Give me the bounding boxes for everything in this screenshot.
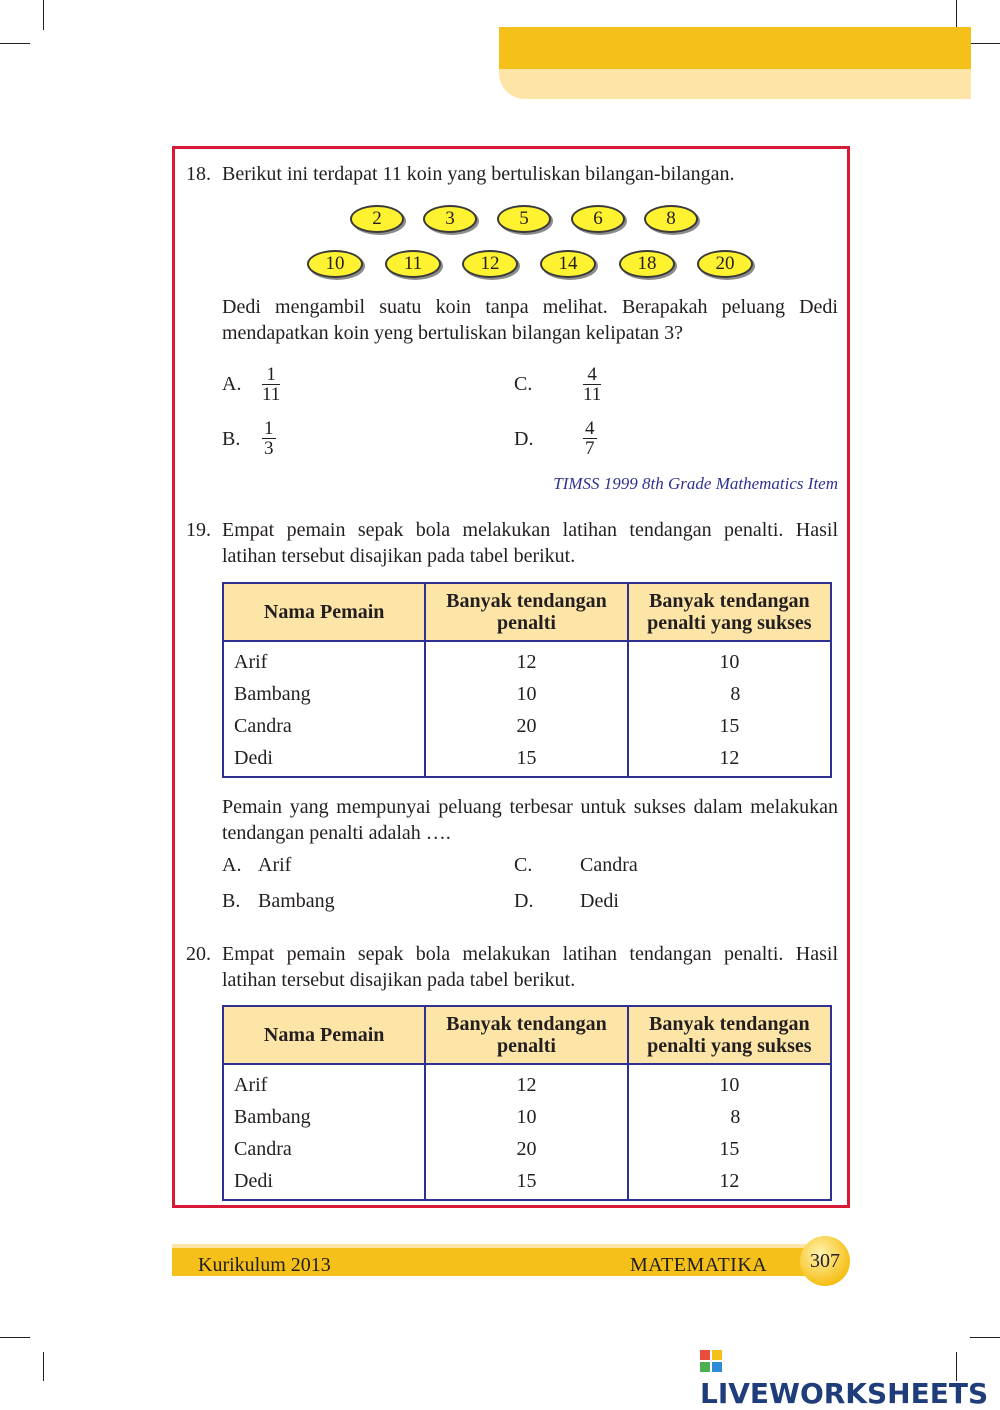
table-row: [223, 641, 831, 678]
coin: 2: [350, 205, 404, 233]
crop-mark: [970, 43, 1000, 44]
q19-text: Empat pemain sepak bola melakukan latihan tendangan penalti. Hasil latihan tersebut disajikan pada tabel berikut.: [222, 519, 838, 567]
watermark-text: LIVEWORKSHEETS: [700, 1377, 989, 1410]
numerator: 4: [583, 365, 601, 385]
footer-subject: MATEMATIKA: [630, 1254, 768, 1276]
q18-option-b-letter: B.: [222, 428, 241, 450]
kicks: 15: [425, 742, 627, 777]
q18-option-a-letter: A.: [222, 373, 242, 395]
coin: 18: [619, 250, 675, 278]
q19-option-a-letter: A.: [222, 854, 242, 876]
header-band-light: [499, 69, 971, 99]
q18-source: TIMSS 1999 8th Grade Mathematics Item: [553, 474, 838, 493]
q19-option-b-letter: B.: [222, 890, 241, 912]
q18-option-d-fraction: [583, 419, 597, 458]
table-header: Banyak tendangan penalti yang sukses: [628, 583, 831, 641]
coin: 20: [697, 250, 753, 278]
q19-option-b-text: Bambang: [258, 890, 335, 912]
watermark: [700, 1344, 1000, 1410]
successful-kicks: 15: [628, 1133, 831, 1165]
q18-text: Berikut ini terdapat 11 koin yang bertuliskan bilangan-bilangan.: [222, 163, 735, 185]
q19-option-a-text: Arif: [258, 854, 292, 876]
kicks: 12: [425, 641, 627, 678]
table-row: [223, 710, 831, 742]
table-row: [223, 1064, 831, 1101]
crop-mark: [43, 0, 44, 30]
coin: 12: [462, 250, 518, 278]
crop-mark: [970, 1337, 1000, 1338]
q19-option-d-text: Dedi: [580, 890, 619, 912]
numerator: 1: [262, 365, 280, 385]
player-name: Arif: [223, 641, 425, 678]
successful-kicks: 15: [628, 710, 831, 742]
denominator: 11: [262, 384, 281, 405]
denominator: 3: [264, 438, 274, 459]
q18-number: 18.: [186, 163, 211, 185]
q18-question: Dedi mengambil suatu koin tanpa melihat. Berapakah peluang Dedi mendapatkan koin yeng bertuliskan bilangan kelipatan 3?: [222, 296, 838, 344]
table-row: [223, 1101, 831, 1133]
table-header: Nama Pemain: [223, 583, 425, 641]
successful-kicks: 12: [628, 1165, 831, 1200]
player-name: Candra: [223, 1133, 425, 1165]
successful-kicks: 10: [628, 641, 831, 678]
coin: 10: [307, 250, 363, 278]
footer-curriculum: Kurikulum 2013: [198, 1254, 331, 1276]
player-name: Bambang: [223, 678, 425, 710]
successful-kicks: 10: [628, 1064, 831, 1101]
q19-option-c-text: Candra: [580, 854, 638, 876]
coin: 3: [423, 205, 477, 233]
successful-kicks: 8: [628, 1101, 831, 1133]
table-header: Banyak tendangan penalti: [425, 1006, 627, 1064]
successful-kicks: 12: [628, 742, 831, 777]
table-row: [223, 742, 831, 777]
page-number: 307: [800, 1236, 850, 1286]
player-name: Dedi: [223, 742, 425, 777]
q19-option-c-letter: C.: [514, 854, 533, 876]
numerator: 4: [585, 418, 595, 439]
q18-option-c-letter: C.: [514, 373, 533, 395]
denominator: 7: [585, 438, 595, 459]
kicks: 10: [425, 1101, 627, 1133]
q20-text: Empat pemain sepak bola melakukan latihan tendangan penalti. Hasil latihan tersebut disajikan pada tabel berikut.: [222, 943, 838, 991]
successful-kicks: 8: [628, 678, 831, 710]
crop-mark: [0, 1337, 30, 1338]
q20-table: [222, 1005, 832, 1201]
crop-mark: [43, 1352, 44, 1381]
numerator: 1: [264, 418, 274, 439]
coin: 5: [497, 205, 551, 233]
q18-option-b-fraction: [262, 419, 276, 458]
table-row: [223, 1133, 831, 1165]
q19-table: [222, 582, 832, 778]
q19-number: 19.: [186, 519, 211, 541]
kicks: 10: [425, 678, 627, 710]
kicks: 12: [425, 1064, 627, 1101]
coin: 11: [385, 250, 441, 278]
table-row: [223, 678, 831, 710]
q18-option-c-fraction: [583, 365, 601, 404]
q18-option-a-fraction: [262, 365, 280, 404]
kicks: 15: [425, 1165, 627, 1200]
denominator: 11: [583, 384, 602, 405]
q20-number: 20.: [186, 943, 211, 965]
crop-mark: [0, 43, 30, 44]
liveworksheets-logo-icon: [700, 1350, 722, 1372]
kicks: 20: [425, 1133, 627, 1165]
q18-option-d-letter: D.: [514, 428, 534, 450]
coin: 14: [540, 250, 596, 278]
player-name: Candra: [223, 710, 425, 742]
table-row: [223, 1165, 831, 1200]
player-name: Arif: [223, 1064, 425, 1101]
q19-question: Pemain yang mempunyai peluang terbesar untuk sukses dalam melakukan tendangan penalti adalah ….: [222, 796, 838, 844]
player-name: Dedi: [223, 1165, 425, 1200]
table-header: Banyak tendangan penalti yang sukses: [628, 1006, 831, 1064]
coin: 8: [644, 205, 698, 233]
player-name: Bambang: [223, 1101, 425, 1133]
crop-mark: [956, 0, 957, 30]
q19-option-d-letter: D.: [514, 890, 534, 912]
table-header: Banyak tendangan penalti: [425, 583, 627, 641]
table-header: Nama Pemain: [223, 1006, 425, 1064]
kicks: 20: [425, 710, 627, 742]
coin: 6: [571, 205, 625, 233]
header-band: [499, 27, 971, 69]
